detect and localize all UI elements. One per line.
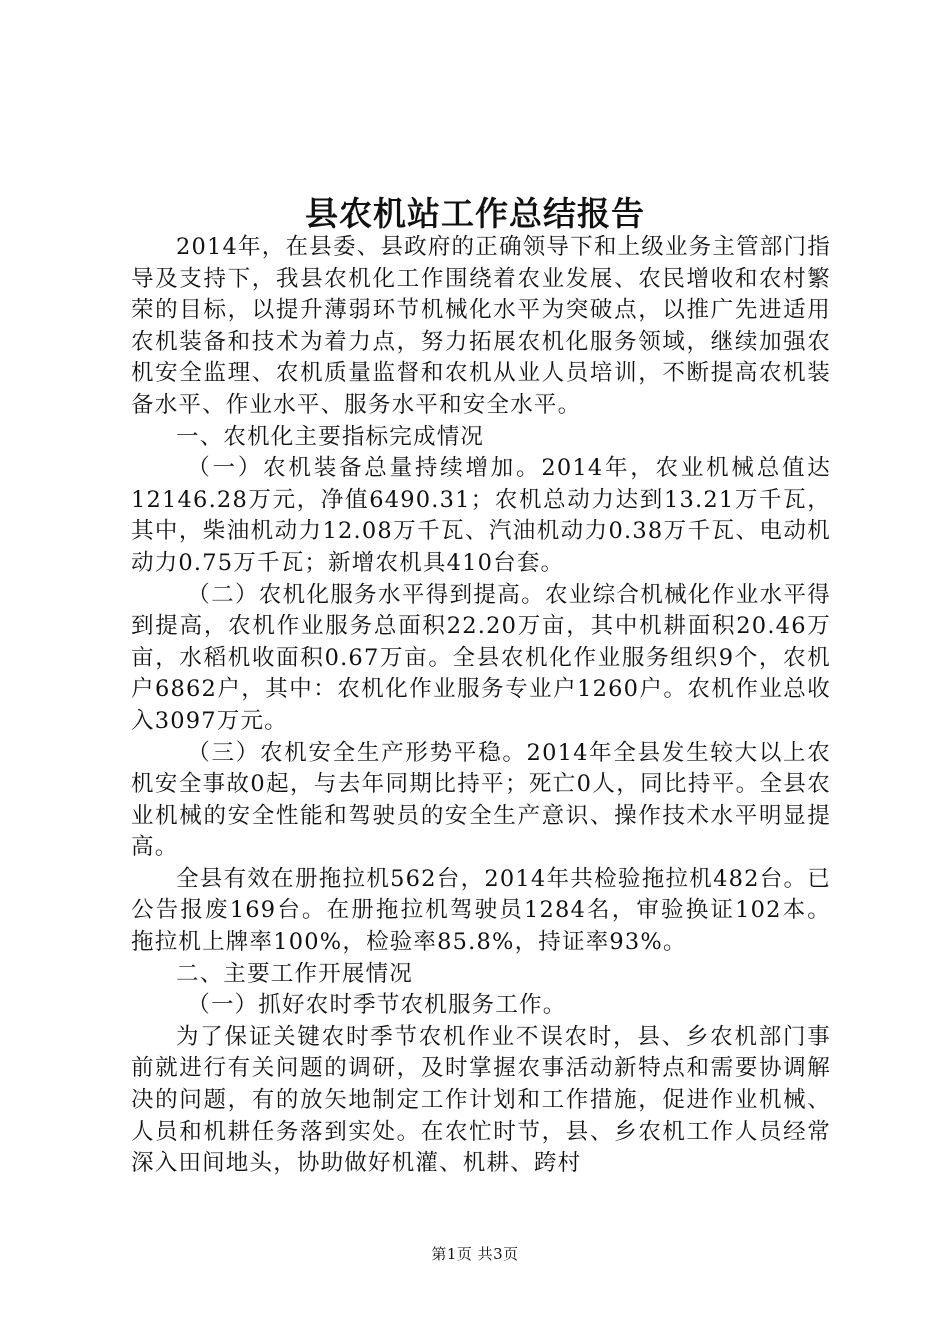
page-number-footer: 第1页 共3页 [431, 1245, 519, 1263]
subsection-paragraph-2: （二）农机化服务水平得到提高。农业综合机械化作业水平得到提高，农机作业服务总面积22.20万亩，其中机耕面积20.46万亩，水稻机收面积0.67万亩。全县农机化作业服务组织9个，农机户6862户，其中：农机化作业服务专业户1260户。农机作业总收入3097万元。 [131, 581, 831, 734]
tractor-stats-paragraph: 全县有效在册拖拉机562台，2014年共检验拖拉机482台。已公告报废169台。在册拖拉机驾驶员1284名，审验换证102本。拖拉机上牌率100%，检验率85.8%，持证率93%。 [131, 865, 831, 956]
subsection-paragraph-3: （三）农机安全生产形势平稳。2014年全县发生较大以上农机安全事故0起，与去年同期比持平；死亡0人，同比持平。全县农业机械的安全性能和驾驶员的安全生产意识、操作技术水平明显提高。 [131, 739, 831, 861]
section-heading-1: 一、农机化主要指标完成情况 [176, 423, 485, 450]
intro-paragraph: 2014年，在县委、县政府的正确领导下和上级业务主管部门指导及支持下，我县农机化工作围绕着农业发展、农民增收和农村繁荣的目标，以提升薄弱环节机械化水平为突破点，以推广先进适用农机装备和技术为着力点，努力拓展农机化服务领域，继续加强农机安全监理、农机质量监督和农机从业人员培训，不断提高农机装备水平、作业水平、服务水平和安全水平。 [131, 234, 831, 418]
subsection-heading-1: （一）抓好农时季节农机服务工作。 [187, 992, 567, 1019]
document-title: 县农机站工作总结报告 [305, 194, 645, 233]
document-body [131, 232, 831, 1180]
farming-season-paragraph: 为了保证关键农时季节农机作业不误农时，县、乡农机部门事前就进行有关问题的调研，及时掌握农事活动新特点和需要协调解决的问题，有的放矢地制定工作计划和工作措施，促进作业机械、人员和机耕任务落到实处。在农忙时节，县、乡农机工作人员经常深入田间地头，协助做好机灌、机耕、跨村 [131, 1023, 831, 1177]
section-heading-2: 二、主要工作开展情况 [176, 960, 414, 987]
subsection-paragraph-1: （一）农机装备总量持续增加。2014年，农业机械总值达12146.28万元，净值6490.31；农机总动力达到13.21万千瓦，其中，柴油机动力12.08万千瓦、汽油机动力0.38万千瓦、电动机动力0.75万千瓦；新增农机具410台套。 [131, 455, 831, 576]
